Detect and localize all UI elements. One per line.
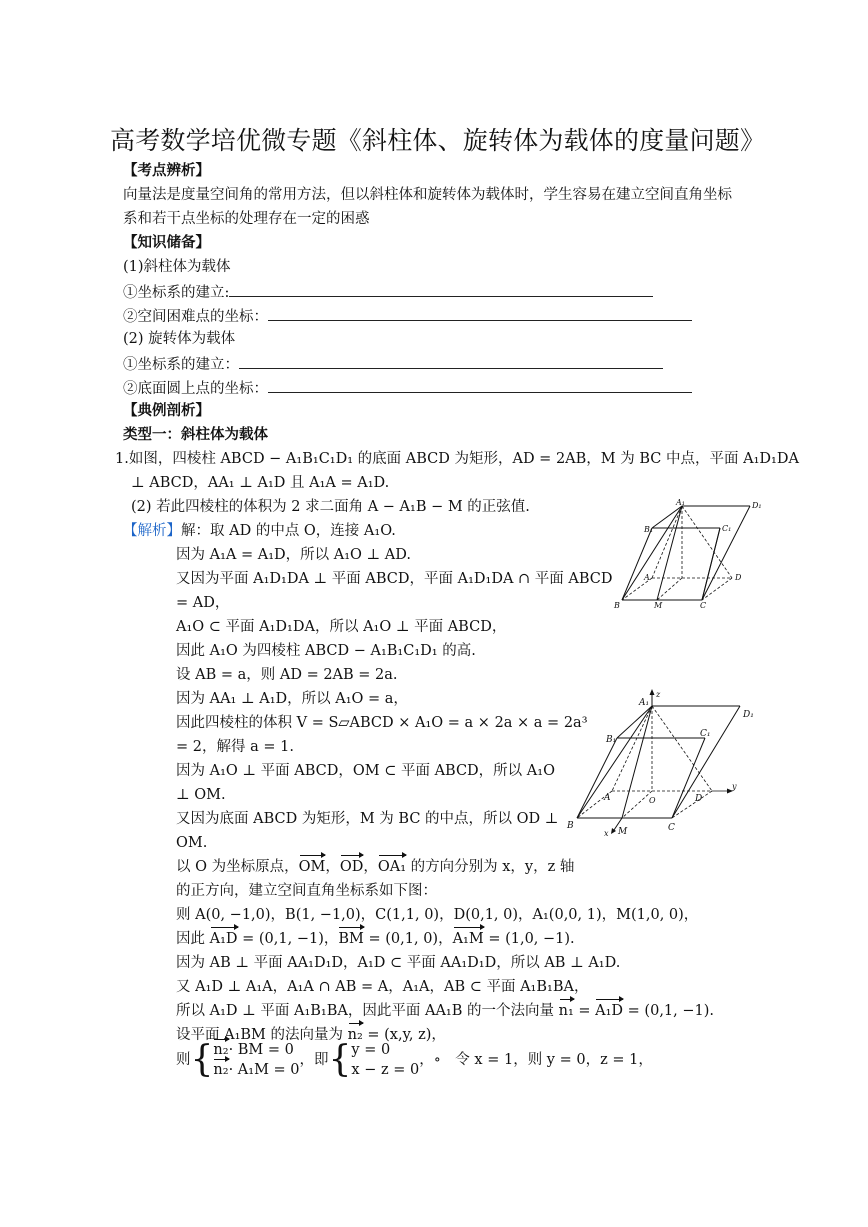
fill-blank[interactable] [239,352,663,369]
knowledge-item-1a: ①坐标系的建立: [123,280,653,304]
kaodian-text-1: 向量法是度量空间角的常用方法，但以斜柱体和旋转体为载体时，学生容易在建立空间直角坐标 [123,187,732,203]
fill-blank[interactable] [268,376,692,393]
fill-blank[interactable] [268,304,692,321]
fig2-label: O [649,796,656,805]
solution-tag: 【解析】 [123,523,181,539]
solution-line: 又 A₁D ⊥ A₁A，A₁A ∩ AB = A，A₁A，AB ⊂ 平面 A₁B₁BA， [176,979,589,995]
knowledge-item-2a: ①坐标系的建立： [123,352,663,376]
fig2-label: D₁ [743,710,754,720]
section-zhishi: 【知识储备】 [123,234,210,251]
fig1-label: D [735,573,742,582]
solution-line: 则 A(0, −1,0)，B(1, −1,0)，C(1,1, 0)，D(0,1, 0)，A₁(0,0, 1)，M(1,0, 0)， [176,907,699,923]
solution-line: ⊥ OM. [176,787,226,803]
problem-line-1: 1.如图，四棱柱 ABCD − A₁B₁C₁D₁ 的底面 ABCD 为矩形，AD = 2AB，M 为 BC 中点，平面 A₁D₁DA [115,451,799,467]
fig2-label: C₁ [700,729,711,739]
knowledge-item-2b: ②底面圆上点的坐标： [123,376,692,400]
fig1-label: B₁ [644,525,654,534]
solution-line: 因为 A₁A = A₁D，所以 A₁O ⊥ AD. [176,547,411,563]
solution-line: 又因为平面 A₁D₁DA ⊥ 平面 ABCD，平面 A₁D₁DA ∩ 平面 ABCD [176,571,613,587]
figure-prism-2 [562,688,772,838]
solution-start: 【解析】解：取 AD 的中点 O，连接 A₁O. [123,523,396,539]
section-kaodian: 【考点辨析】 [123,162,210,179]
solution-line: 的正方向，建立空间直角坐标系如下图： [176,883,437,899]
fig1-label: A [644,573,650,582]
knowledge-item-1: (1)斜柱体为载体 [123,259,231,275]
fig2-label: x [604,829,609,838]
figure-prism-1 [612,498,772,610]
fig1-label: B [614,601,620,610]
fig2-label: z [656,690,661,699]
fig2-label: B₁ [606,735,617,745]
fig2-label: D [695,794,703,804]
knowledge-item-1b: ②空间困难点的坐标： [123,304,692,328]
solution-line: 设平面 A₁BM 的法向量为 n₂ = (x,y, z)， [176,1024,446,1046]
solution-line: 因此四棱柱的体积 V = S▱ABCD × A₁O = a × 2a × a = 2a³ [176,715,588,731]
brace-left: { [190,1039,214,1080]
solution-line: 所以 A₁D ⊥ 平面 A₁B₁BA，因此平面 AA₁B 的一个法向量 n₁ = A₁D = (0,1, −1). [176,1000,714,1022]
solution-line: 因此 A₁D = (0,1, −1)，BM = (0,1, 0)，A₁M = (1,0, −1). [176,928,575,950]
knowledge-item-2: (2) 旋转体为载体 [123,331,236,347]
solution-line: = 2，解得 a = 1. [176,739,294,755]
problem-line-2: ⊥ ABCD，AA₁ ⊥ A₁D 且 A₁A = A₁D. [131,475,390,491]
solution-line: = AD， [176,595,230,611]
kaodian-text-2: 系和若干点坐标的处理存在一定的困惑 [123,211,370,227]
solution-line: A₁O ⊂ 平面 A₁D₁DA，所以 A₁O ⊥ 平面 ABCD， [176,619,507,635]
equation-system-line: 则{ n₂· BM = 0 n₂· A₁M = 0 ，即{ y = 0 x − z = 0 ，∘ 令 x = 1，则 y = 0，z = 1， [176,1039,653,1080]
fig2-label: y [732,782,737,791]
solution-line: OM. [176,835,208,851]
fig1-label: C₁ [722,524,732,533]
problem-line-3: (2) 若此四棱柱的体积为 2 求二面角 A − A₁B − M 的正弦值. [131,499,530,515]
fig1-label: A₁ [676,498,685,507]
solution-line: 因为 A₁O ⊥ 平面 ABCD，OM ⊂ 平面 ABCD，所以 A₁O [176,763,555,779]
brace-left: { [328,1039,352,1080]
page-title: 高考数学培优微专题《斜柱体、旋转体为载体的度量问题》 [110,126,766,155]
fig2-label: M [618,827,628,837]
solution-line: 以 O 为坐标原点，OM，OD，OA₁ 的方向分别为 x，y，z 轴 [176,856,574,878]
solution-line: 又因为底面 ABCD 为矩形，M 为 BC 的中点，所以 OD ⊥ [176,811,559,827]
fig2-label: A₁ [639,698,650,708]
section-dianli: 【典例剖析】 [123,402,210,419]
solution-line: 因为 AA₁ ⊥ A₁D，所以 A₁O = a， [176,691,408,707]
fig1-label: C [700,601,707,610]
solution-line: 设 AB = a，则 AD = 2AB = 2a. [176,667,398,683]
fig1-label: M [654,601,663,610]
fig1-label: D₁ [752,501,762,510]
fig2-label: B [567,821,574,831]
fig2-label: A [604,793,611,803]
solution-line: 因为 AB ⊥ 平面 AA₁D₁D，A₁D ⊂ 平面 AA₁D₁D，所以 AB ⊥ A₁D. [176,955,621,971]
fig2-label: C [668,823,675,833]
fill-blank[interactable] [229,280,653,297]
type-heading: 类型一：斜柱体为载体 [123,426,268,443]
solution-line: 因此 A₁O 为四棱柱 ABCD − A₁B₁C₁D₁ 的高. [176,643,476,659]
